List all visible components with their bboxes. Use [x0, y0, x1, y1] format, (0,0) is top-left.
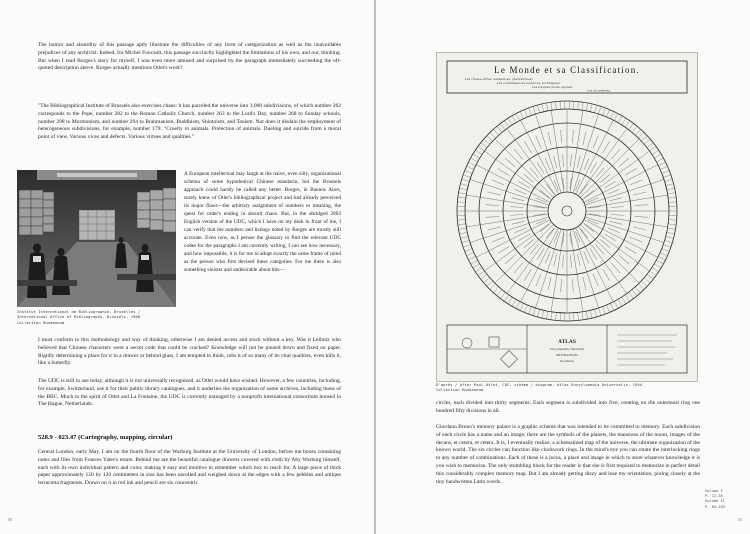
wheel-handwriting-mark [524, 141, 532, 153]
wheel-spoke [484, 222, 551, 271]
wheel-tick [537, 105, 539, 113]
wheel-tick [529, 307, 532, 314]
wheel-tick [490, 132, 496, 138]
wheel-tick [578, 312, 579, 320]
wheel-tick [524, 305, 527, 312]
wheel-spoke [476, 220, 550, 258]
wheel-handwriting-mark [486, 216, 500, 218]
wheel-tick [458, 224, 466, 225]
wheel-handwriting-mark [488, 227, 501, 231]
wheel-handwriting-mark [570, 255, 572, 268]
wheel-handwriting-mark [593, 135, 599, 148]
wheel-spoke [570, 110, 583, 192]
wheel-handwriting-mark [584, 252, 590, 264]
wheel-tick [632, 290, 637, 296]
wheel-tick [462, 179, 470, 181]
wheel-tick [546, 103, 547, 111]
wheel-tick [618, 299, 622, 306]
wheel-handwriting-mark [572, 279, 574, 293]
section-heading: 528.9 - 023.47 (Cartography, mapping, circular) [38, 434, 173, 441]
wheel-tick [669, 202, 677, 203]
wheel-tick [635, 129, 640, 135]
wheel-tick [560, 313, 561, 321]
wheel-tick [473, 154, 480, 158]
wheel-handwriting-mark [625, 246, 637, 254]
wheel-handwriting-mark [611, 149, 620, 160]
wheel-tick [459, 188, 467, 190]
wheel-handwriting-mark [608, 228, 620, 234]
wheel-handwriting-mark [512, 221, 525, 225]
wheel-tick [508, 118, 512, 125]
margin-pages-1: P. 22-35 [705, 494, 723, 499]
wheel-tick [500, 123, 505, 129]
wheel-tick [465, 249, 472, 252]
wheel-handwriting-mark [545, 252, 551, 264]
wheel-handwriting-mark [505, 158, 516, 167]
wheel-handwriting-mark [584, 158, 590, 170]
wheel-handwriting-mark [560, 130, 562, 144]
wheel-spoke [580, 224, 639, 283]
wheel-spoke [551, 230, 564, 312]
wheel-tick [520, 303, 523, 310]
wheel-tick [537, 309, 539, 317]
wheel-tick [516, 114, 520, 121]
paragraph-borges-quote: "The Bibliographical Institute of Brussels also exercises chaos: it has parceled the universe into 1,000 subdivisions, of which number 262 corresponds to the Pope, number 282 to the Roman Catholic Church, number 263 to the Lord's Day, number 268 to Sunday schools, number 298 to Mormonism, and number 294 to Brahmanism, Buddhism, Shintoism, and Taoism. Nor does it disdain the employment of heterogeneous subdivisions, for example, number 179: "Cruelty to animals. Protection of animals. Dueling and suicide from a moral point of view. Various vices and defects. Various virtues and qualities." [38, 103, 341, 141]
wheel-tick [493, 129, 498, 135]
wheel-tick [647, 274, 653, 279]
wheel-handwriting-mark [635, 216, 649, 218]
wheel-tick [666, 236, 674, 238]
wheel-inner-mark [546, 184, 554, 194]
wheel-handwriting-mark [491, 179, 504, 185]
wheel-tick [542, 104, 544, 112]
wheel-tick [668, 193, 676, 194]
classification-diagram [436, 52, 698, 382]
margin-reference [705, 489, 745, 510]
wheel-tick [578, 102, 579, 110]
wheel-spoke [580, 139, 639, 198]
wheel-tick [662, 249, 669, 252]
wheel-handwriting-mark [486, 204, 500, 206]
wheel-tick [533, 308, 535, 316]
paragraph-continued: I must conform to this methodology and way of thinking, otherwise I am denied access and stuck without a key. Was it Leibniz who believed that Chinese characters were a secret code that could be cracked? Knowledge will not be pinned down and fixed on paper. Rigidly determining a place for it in a drawer or behind glass, I am tempted to think, robs it of so many of its vital qualities, even kills it, like a butterfly. [38, 337, 341, 367]
wheel-spoke [507, 128, 556, 195]
diagram-caption [436, 383, 726, 394]
wheel-spoke [570, 230, 583, 312]
wheel-tick [481, 143, 487, 148]
wheel-tick [641, 136, 647, 141]
wheel-tick [460, 184, 468, 186]
wheel-tick [512, 299, 516, 306]
wheel-spoke [521, 228, 559, 302]
diagram-caption-line-2: Collection Mundaneum [436, 388, 484, 393]
wheel-tick [490, 284, 496, 290]
wheel-tick [484, 278, 490, 283]
wheel-spoke [586, 214, 668, 227]
paragraph-intro: The humor and absurdity of this passage aptly illustrate the difficulties of any form of categorization as well as the unavoidable prejudices of any archivist. Indeed, for Michel Foucault, this passage succinctly highlighted the limitations of his own, and our, thinking. But when I read Borges's story for myself, I was even more amused and surprised by the paragraph immediately succeeding the oft-quoted description above. Borges actually mentions Otlet's work? [38, 42, 341, 72]
wheel-tick [650, 271, 656, 276]
wheel-handwriting-mark [548, 277, 552, 290]
wheel-tick [635, 287, 640, 293]
wheel-tick [663, 175, 671, 178]
wheel-tick [573, 313, 574, 321]
wheel-handwriting-mark [610, 197, 623, 201]
wheel-tick [644, 139, 650, 144]
diagram-subtitle-3: Les langues (mots, signes). [532, 85, 574, 89]
wheel-inner-mark [554, 179, 559, 190]
wheel-tick [590, 310, 592, 318]
page-number-left: 50 [8, 517, 12, 522]
wheel-handwriting-mark [524, 174, 534, 183]
wheel-tick [629, 123, 634, 129]
wheel-tick [465, 171, 472, 174]
wheel-tick [546, 311, 547, 319]
wheel-inner-mark [580, 184, 588, 194]
paragraph-london: Central London, early May. I am on the fourth floor of the Warburg Institute at the University of London, before me boxes containing notes and files from Frances Yates's estate. Behind me are the beautiful catalogue drawers covered with cloth by Aby Warburg himself, each with its own individual pattern and color, making it easy and intuitive to remember which box to reach for. A large piece of thick paper approximately 120 by 120 centimeters in size has been unrolled and weighed down at the edges with a few pebbles and antique terracotta fragments. Drawn on it in red ink and pencil are six concentric [38, 449, 341, 487]
wheel-tick [460, 236, 468, 238]
wheel-tick [652, 150, 659, 154]
wheel-handwriting-mark [562, 154, 564, 167]
atlas-sublabel-2: MUNDANEUM [556, 353, 578, 357]
wheel-tick [582, 312, 583, 320]
wheel-tick [641, 281, 647, 286]
wheel-spoke [584, 220, 658, 258]
wheel-handwriting-mark [514, 262, 523, 273]
wheel-tick [493, 287, 498, 293]
wheel-handwriting-mark [535, 135, 541, 148]
wheel-tick [654, 264, 661, 268]
wheel-spoke [466, 195, 548, 208]
wheel-tick [520, 111, 523, 118]
wheel-handwriting-mark [630, 237, 643, 243]
diagram-title: Le Monde et sa Classification. [494, 65, 640, 75]
wheel-handwriting-mark [608, 189, 620, 195]
wheel-tick [652, 267, 659, 271]
wheel-handwriting-mark [545, 158, 551, 170]
wheel-tick [603, 108, 606, 115]
paragraph-bruno: Giordano Bruno's memory palace is a graphic scheme that was intended to be committed to memory. Each subdivision of each circle has a name and an image; there are the symbols of the planets, the mansions of the moon, images of the decans, et cetera, et cetera. It is, I eventually realize, a schematized map of the universe, the ultimate organization of the known world. The six circles can function like clockwork rings. In the mind's eye you can rotate the interlocking rings to any number of combinations. Each of these is a locus, a place and image in which to store whatever knowledge it is you wish to memorize. The only stumbling block for the reader is that she is first required to memorize in perfect detail this considerably complex memory map. But I am already getting dizzy and lose my orientation, poring closely at the tiny handwritten Latin words. [436, 424, 700, 485]
wheel-tick [463, 175, 471, 178]
wheel-tick [458, 197, 466, 198]
wheel-tick [551, 102, 552, 110]
wheel-tick [459, 232, 467, 234]
wheel-tick [484, 139, 490, 144]
wheel-tick [533, 106, 535, 114]
wheel-handwriting-mark [593, 274, 599, 287]
wheel-tick [658, 162, 665, 166]
wheel-handwriting-mark [562, 255, 564, 268]
wheel-tick [467, 166, 474, 169]
wheel-inner-mark [540, 190, 550, 198]
archive-photo-image [17, 170, 176, 307]
wheel-tick [665, 179, 673, 181]
wheel-tick [614, 301, 618, 308]
wheel-tick [487, 281, 493, 286]
wheel-spoke [578, 128, 627, 195]
wheel-tick [638, 284, 644, 290]
wheel-spoke [495, 224, 554, 283]
wheel-handwriting-mark [602, 269, 610, 281]
diagram-subtitle-2: Les connaissances (sciences, techniques). [497, 81, 561, 85]
wheel-tick [497, 290, 502, 296]
wheel-tick [467, 252, 474, 255]
wheel-spoke [582, 151, 649, 200]
wheel-tick [599, 106, 601, 114]
wheel-tick [462, 240, 470, 242]
page-number-right: 51 [738, 517, 742, 522]
wheel-tick [599, 308, 601, 316]
wheel-handwriting-mark [510, 206, 523, 208]
wheel-inner-mark [584, 190, 594, 198]
wheel-handwriting-mark [595, 244, 604, 254]
wheel-tick [573, 101, 574, 109]
wheel-tick [586, 103, 587, 111]
wheel-handwriting-mark [635, 204, 649, 206]
wheel-handwriting-mark [530, 244, 539, 254]
wheel-handwriting-mark [611, 262, 620, 273]
wheel-tick [638, 132, 644, 138]
wheel-tick [644, 278, 650, 283]
wheel-handwriting-mark [530, 168, 539, 178]
left-page [0, 0, 374, 534]
wheel-tick [662, 171, 669, 174]
wheel-inner-mark [584, 224, 594, 232]
wheel-tick [556, 102, 557, 110]
wheel-tick [497, 126, 502, 132]
wheel-tick [473, 264, 480, 268]
wheel-tick [660, 166, 667, 169]
wheel-tick [471, 260, 478, 264]
wheel-tick [586, 311, 587, 319]
wheel-tick [622, 118, 626, 125]
wheel-handwriting-mark [583, 132, 587, 145]
wheel-tick [594, 309, 596, 317]
wheel-tick [625, 295, 630, 302]
atlas-label: ATLAS [558, 339, 576, 345]
wheel-tick [667, 232, 675, 234]
wheel-tick [542, 310, 544, 318]
wheel-tick [666, 184, 674, 186]
photo-caption-line-1: Institut International de Bibliographie, Bruxelles / [17, 310, 141, 314]
wheel-handwriting-mark [572, 130, 574, 144]
wheel-handwriting-mark [512, 197, 525, 201]
wheel-tick [529, 108, 532, 115]
wheel-tick [582, 102, 583, 110]
wheel-tick [475, 267, 482, 271]
wheel-handwriting-mark [548, 132, 552, 145]
wheel-handwriting-mark [560, 279, 562, 293]
diagram-caption-line-1: D'après / After Paul Otlet, CDC, schéma / diagram, Atlas Encyclopedia Universalis, 1944 [436, 383, 643, 387]
wheel-handwriting-mark [553, 254, 557, 267]
wheel-tick [478, 146, 484, 151]
wheel-tick [468, 162, 475, 166]
wheel-tick [614, 114, 618, 121]
wheel-tick [504, 295, 509, 302]
photo-caption-line-2: International Office of Bibliography, Brussels, 1900 [17, 315, 141, 320]
wheel-handwriting-mark [505, 255, 516, 264]
wheel-inner-mark [575, 231, 580, 242]
wheel-handwriting-mark [514, 149, 523, 160]
wheel-tick [478, 271, 484, 276]
wheel-handwriting-mark [524, 239, 534, 248]
wheel-tick [487, 136, 493, 141]
wheel-tick [607, 110, 610, 117]
wheel-tick [504, 121, 509, 128]
classification-diagram-drawing [437, 53, 697, 381]
wheel-handwriting-mark [535, 274, 541, 287]
wheel-tick [667, 188, 675, 190]
wheel-tick [654, 154, 661, 158]
wheel-spoke [576, 120, 614, 194]
wheel-spoke [466, 214, 548, 227]
wheel-handwriting-mark [633, 192, 646, 196]
wheel-tick [650, 146, 656, 151]
wheel-handwriting-mark [577, 254, 581, 267]
wheel-spoke [484, 151, 551, 200]
wheel-tick [551, 312, 552, 320]
wheel-handwriting-mark [602, 141, 610, 153]
wheel-tick [594, 105, 596, 113]
photo-caption-line-3: Collection Mundaneum [17, 320, 65, 325]
wheel-tick [632, 126, 637, 132]
wheel-inner-mark [587, 198, 598, 203]
wheel-tick [603, 307, 606, 314]
wheel-handwriting-mark [611, 206, 624, 208]
wheel-handwriting-mark [510, 214, 523, 216]
paragraph-udc: The UDC is still in use today, although it is not universally recognized, as Otlet would have wished. However, a few countries, including, for example, Switzerland, use it for their public library catalogues, and it underlies the organization of some archives, including those of the BBC. Much in the spirit of Otlet and La Fontaine, the UDC is currently managed by a nonprofit international consortium housed in The Hague, Netherlands. [38, 378, 341, 408]
wheel-inner-mark [540, 224, 550, 232]
wheel-handwriting-mark [595, 168, 604, 178]
wheel-tick [471, 158, 478, 162]
wheel-spoke [582, 222, 649, 271]
wheel-tick [508, 297, 512, 304]
wheel-tick [660, 252, 667, 255]
wheel-tick [590, 104, 592, 112]
wheel-spoke [576, 228, 614, 302]
wheel-spoke [476, 165, 550, 203]
wheel-tick [459, 228, 467, 229]
wheel-handwriting-mark [630, 179, 643, 185]
radial-spokes [465, 109, 669, 313]
wheel-inner-mark [535, 219, 546, 224]
archive-photo [17, 170, 176, 307]
margin-volume-1: Volume I [705, 489, 723, 493]
wheel-handwriting-mark [491, 237, 504, 243]
wheel-spoke [586, 195, 668, 208]
wheel-tick [459, 193, 467, 194]
wheel-handwriting-mark [514, 228, 526, 234]
wheel-handwriting-mark [600, 239, 610, 248]
wheel-tick [607, 305, 610, 312]
wheel-handwriting-mark [570, 154, 572, 167]
wheel-spoke [551, 110, 564, 192]
wheel-tick [463, 245, 471, 248]
wheel-handwriting-mark [618, 255, 629, 264]
atlas-sublabel-1: Encyclopaedia Universalis [549, 347, 585, 351]
wheel-tick [658, 256, 665, 260]
wheel-tick [524, 110, 527, 117]
wheel-handwriting-mark [577, 156, 581, 169]
right-page [376, 0, 750, 534]
margin-volume-2: Volume II [705, 499, 725, 504]
wheel-tick [457, 202, 465, 203]
wheel-tick [656, 158, 663, 162]
wheel-tick [665, 240, 673, 242]
wheel-spoke [507, 226, 556, 293]
diagram-subtitle-4: Les documents. [587, 88, 611, 93]
wheel-tick [656, 260, 663, 264]
wheel-handwriting-mark [583, 277, 587, 290]
wheel-spoke [584, 165, 658, 203]
wheel-spoke [578, 226, 627, 293]
wheel-handwriting-mark [633, 227, 646, 231]
wheel-tick [663, 245, 671, 248]
wheel-handwriting-mark [610, 221, 623, 225]
wheel-handwriting-mark [553, 156, 557, 169]
photo-caption [17, 310, 192, 326]
wheel-tick [622, 297, 626, 304]
diagram-subtitle-1: Les choses (êtres, substances, phénomènes). [465, 77, 534, 81]
wheel-inner-mark [587, 219, 598, 224]
wheel-tick [668, 224, 676, 225]
wheel-tick [610, 111, 613, 118]
wheel-tick [512, 116, 516, 123]
paragraph-wrap-photo: A European intellectual may laugh at the naive, even silly, organizational schema of some hypothetical Chinese mandarin, but the Brussels approach could hardly be called any better. Borges, in Buenos Aires, surely knew of Otlet's bibliographical project and had already perceived its major flaws—the arbitrary assignment of numbers to meaning, the quest for order's ending in absurd chaos. But, in the abridged 2003 English version of the UDC, which I have on my desk in front of me, I can verify that the numbers and listings noted by Borges are mostly still accurate. Even now, as I peruse the glossary to find the relevant UDC codes for the paragraphs I am currently writing, I can see how necessary, and how impossible, it is for me to adopt exactly the same frame of mind as the person who first devised these categories. For me there is also something sinister and undesirable about this— [184, 171, 341, 273]
wheel-handwriting-mark [488, 192, 501, 196]
wheel-handwriting-mark [600, 174, 610, 183]
wheel-handwriting-mark [497, 246, 509, 254]
wheel-inner-mark [580, 228, 588, 238]
paragraph-circles: circles, each divided into thirty segments. Each segment is subdivided into five, creating on the outermost ring one hundred fifty divisions in all. [436, 400, 700, 414]
wheel-handwriting-mark [625, 168, 637, 176]
wheel-tick [647, 143, 653, 148]
wheel-tick [468, 256, 475, 260]
wheel-tick [668, 228, 676, 229]
wheel-tick [516, 301, 520, 308]
wheel-tick [556, 312, 557, 320]
wheel-tick [560, 101, 561, 109]
wheel-handwriting-mark [618, 158, 629, 167]
wheel-tick [610, 303, 613, 310]
wheel-inner-mark [575, 179, 580, 190]
atlas-sublabel-3: Documenta [560, 359, 574, 363]
wheel-tick [475, 150, 482, 154]
wheel-tick [457, 220, 465, 221]
wheel-tick [629, 292, 634, 298]
wheel-inner-mark [546, 228, 554, 238]
wheel-tick [625, 121, 630, 128]
wheel-tick [618, 116, 622, 123]
wheel-handwriting-mark [611, 214, 624, 216]
wheel-inner-mark [554, 231, 559, 242]
wheel-tick [500, 292, 505, 298]
wheel-tick [669, 220, 677, 221]
wheel-handwriting-mark [497, 168, 509, 176]
margin-pages-2: P. 85-103 [705, 504, 725, 509]
wheel-spoke [521, 120, 559, 194]
wheel-handwriting-mark [524, 269, 532, 281]
wheel-handwriting-mark [514, 189, 526, 195]
wheel-tick [481, 274, 487, 279]
wheel-spoke [495, 139, 554, 198]
wheel-inner-mark [535, 198, 546, 203]
wheel-tick [668, 197, 676, 198]
